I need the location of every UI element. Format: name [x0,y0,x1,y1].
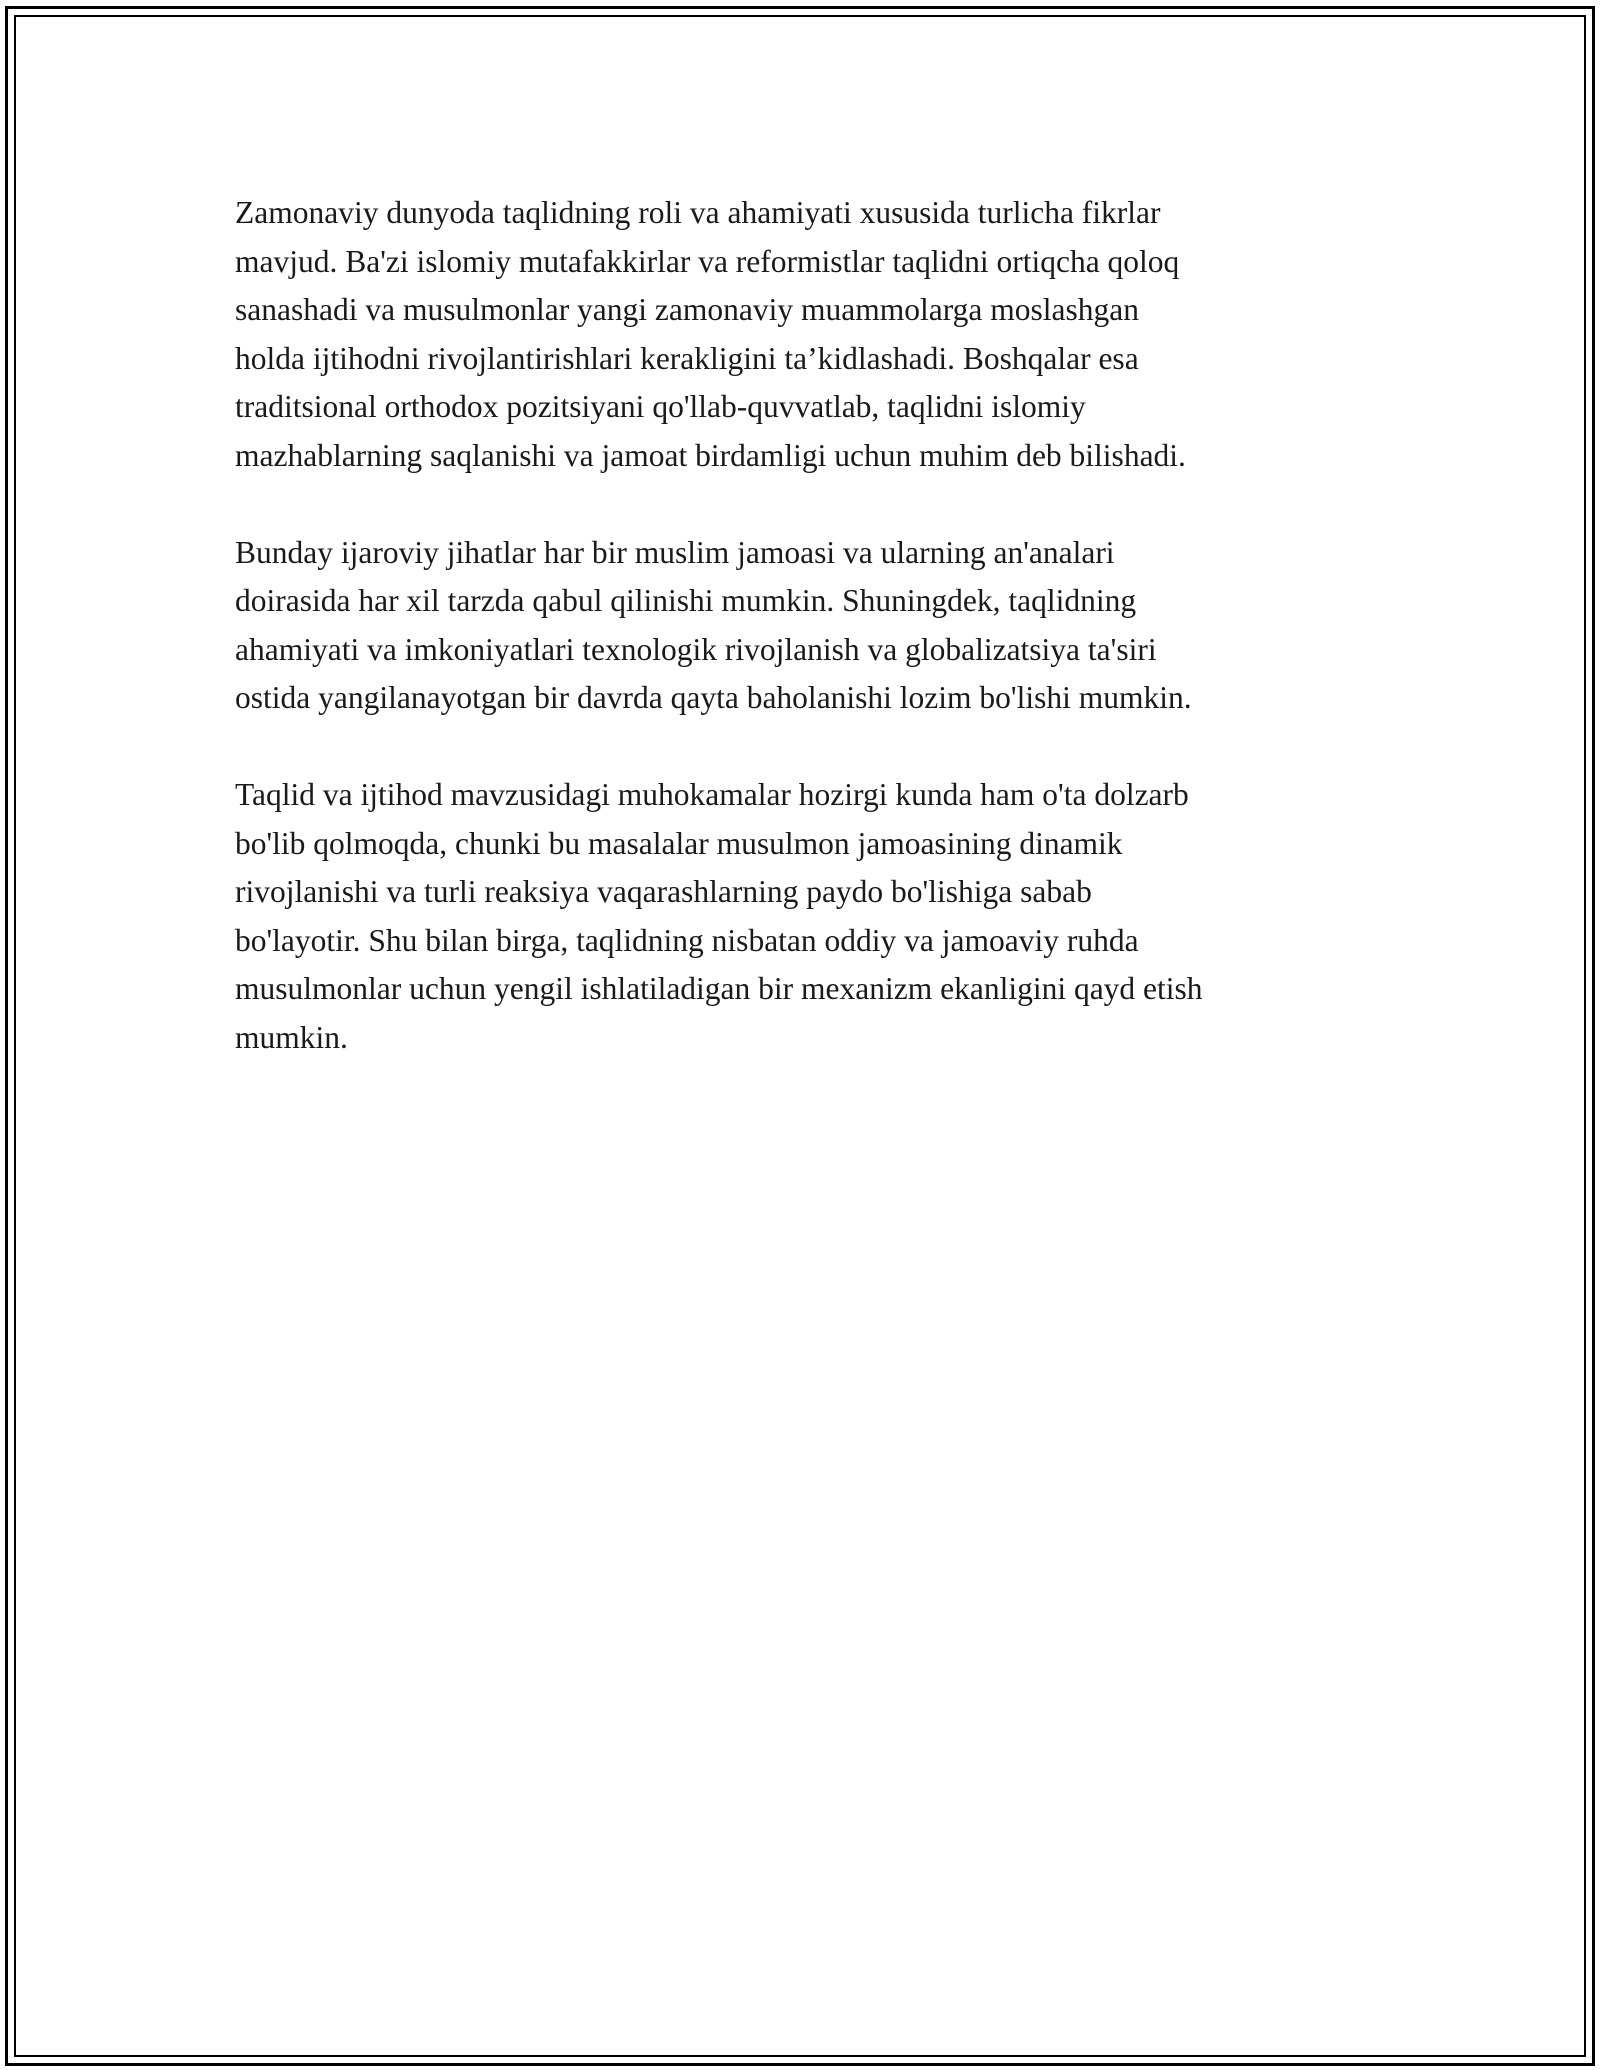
text-line: mazhablarning saqlanishi va jamoat birdamligi uchun muhim deb bilishadi. [235,437,1186,473]
text-line: ostida yangilanayotgan bir davrda qayta baholanishi lozim bo'lishi mumkin. [235,680,1192,715]
paragraph-3 [235,771,1390,1062]
paragraph-1 [235,189,1390,480]
text-line: Bunday ijaroviy jihatlar har bir muslim jamoasi va ularning an'analari [235,534,1115,570]
text-line: bo'layotir. Shu bilan birga, taqlidning nisbatan oddiy va jamoaviy ruhda [235,922,1139,958]
document-body [235,189,1390,1111]
paragraph-2 [235,529,1390,723]
text-line: holda ijtihodni rivojlantirishlari kerakligini ta’kidlashadi. Boshqalar esa [235,340,1139,376]
text-line: rivojlanishi va turli reaksiya vaqarashlarning paydo bo'lishiga sabab [235,874,1092,909]
text-line: Zamonaviy dunyoda taqlidning roli va ahamiyati xususida turlicha fikrlar [235,195,1161,230]
text-line: sanashadi va musulmonlar yangi zamonaviy muammolarga moslashgan [235,292,1139,327]
text-line: mumkin. [235,1019,348,1055]
text-line: traditsional orthodox pozitsiyani qo'llab-quvvatlab, taqlidni islomiy [235,389,1086,424]
text-line: ahamiyati va imkoniyatlari texnologik rivojlanish va globalizatsiya ta'siri [235,631,1157,667]
text-line: mavjud. Ba'zi islomiy mutafakkirlar va reformistlar taqlidni ortiqcha qoloq [235,243,1180,279]
text-line: doirasida har xil tarzda qabul qilinishi mumkin. Shuningdek, taqlidning [235,583,1137,618]
text-line: Taqlid va ijtihod mavzusidagi muhokamalar hozirgi kunda ham o'ta dolzarb [235,777,1189,812]
text-line: musulmonlar uchun yengil ishlatiladigan bir mexanizm ekanligini qayd etish [235,971,1203,1006]
text-line: bo'lib qolmoqda, chunki bu masalalar musulmon jamoasining dinamik [235,825,1123,861]
